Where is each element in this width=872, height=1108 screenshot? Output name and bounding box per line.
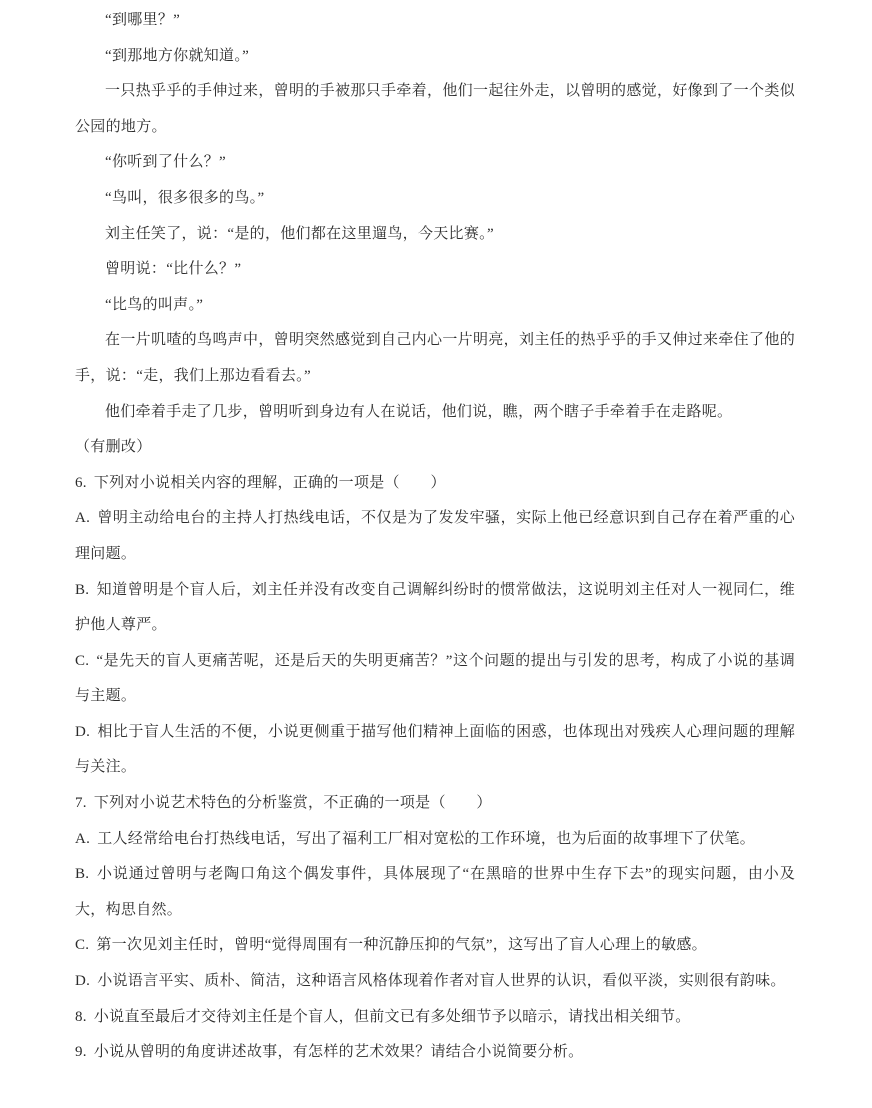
question-9-stem <box>75 1035 795 1071</box>
question-7-stem <box>75 786 795 822</box>
question-6-option-b <box>75 573 795 644</box>
option-b-label: B. <box>75 581 90 598</box>
question-7-option-d <box>75 964 795 1000</box>
story-excerpt <box>75 3 795 466</box>
option-b-text: 小说通过曾明与老陶口角这个偶发事件，具体展现了“在黑暗的世界中生存下去”的现实问题，由小及大，构思自然。 <box>75 866 795 918</box>
question-9-number: 9. <box>75 1044 87 1061</box>
question-6-stem <box>75 466 795 502</box>
question-6-number: 6. <box>75 474 87 491</box>
question-7-option-a <box>75 822 795 858</box>
option-d-label: D. <box>75 723 91 740</box>
question-7-option-c <box>75 928 795 964</box>
option-a-text: 曾明主动给电台的主持人打热线电话，不仅是为了发发牢骚，实际上他已经意识到自己存在着严重的心理问题。 <box>75 510 795 562</box>
question-6-option-c <box>75 644 795 715</box>
option-c-text: 第一次见刘主任时，曾明“觉得周围有一种沉静压抑的气氛”，这写出了盲人心理上的敏感。 <box>96 937 707 954</box>
option-a-text: 工人经常给电台打热线电话，写出了福利工厂相对宽松的工作环境，也为后面的故事埋下了伏笔。 <box>97 830 756 847</box>
option-c-label: C. <box>75 937 90 954</box>
option-c-label: C. <box>75 652 90 669</box>
option-a-label: A. <box>75 510 91 527</box>
story-paragraph-8: “比鸟的叫声。” <box>105 296 204 313</box>
option-b-label: B. <box>75 866 90 883</box>
option-b-text: 知道曾明是个盲人后，刘主任并没有改变自己调解纠纷时的惯常做法，这说明刘主任对人一视同仁，维护他人尊严。 <box>75 581 795 634</box>
story-paragraph-2: “到那地方你就知道。” <box>105 47 250 64</box>
question-6-option-a <box>75 501 795 572</box>
question-7-option-b <box>75 857 795 928</box>
story-paragraph-9: 在一片叽喳的鸟鸣声中，曾明突然感觉到自己内心一片明亮，刘主任的热乎乎的手又伸过来牵住了他的手，说：“走，我们上那边看看去。” <box>75 332 795 384</box>
question-8-stem-text: 小说直至最后才交待刘主任是个盲人，但前文已有多处细节予以暗示，请找出相关细节。 <box>93 1008 691 1025</box>
question-8 <box>75 1000 795 1036</box>
option-a-label: A. <box>75 830 91 847</box>
question-7-stem-text: 下列对小说艺术特色的分析鉴赏，不正确的一项是（ ） <box>93 795 492 812</box>
story-paragraph-1: “到哪里？” <box>105 12 181 28</box>
option-d-text: 相比于盲人生活的不便，小说更侧重于描写他们精神上面临的困惑，也体现出对残疾人心理问题的理解与关注。 <box>75 723 795 776</box>
option-d-label: D. <box>75 973 91 990</box>
question-8-number: 8. <box>75 1008 87 1025</box>
story-paragraph-3: 一只热乎乎的手伸过来，曾明的手被那只手牵着，他们一起往外走，以曾明的感觉，好像到了一个类似公园的地方。 <box>75 83 795 135</box>
question-9 <box>75 1035 795 1071</box>
story-paragraph-7: 曾明说：“比什么？” <box>105 261 242 278</box>
option-c-text: “是先天的盲人更痛苦呢，还是后天的失明更痛苦？”这个问题的提出与引发的思考，构成了小说的基调与主题。 <box>75 652 795 705</box>
question-8-stem <box>75 1000 795 1036</box>
story-paragraph-5: “鸟叫，很多很多的鸟。” <box>105 189 265 206</box>
question-6-option-d <box>75 715 795 786</box>
attribution-note: （有删改） <box>75 439 152 456</box>
question-9-stem-text: 小说从曾明的角度讲述故事，有怎样的艺术效果？请结合小说简要分析。 <box>93 1044 584 1061</box>
question-6-stem-text: 下列对小说相关内容的理解，正确的一项是（ ） <box>93 474 446 491</box>
option-d-text: 小说语言平实、质朴、简洁，这种语言风格体现着作者对盲人世界的认识，看似平淡，实则很有韵味。 <box>97 973 786 990</box>
story-paragraph-10: 他们牵着手走了几步，曾明听到身边有人在说话，他们说，瞧，两个瞎子手牵着手在走路呢。 <box>105 403 733 420</box>
question-7-number: 7. <box>75 795 87 812</box>
story-paragraph-4: “你听到了什么？” <box>105 154 227 171</box>
story-paragraph-6: 刘主任笑了，说：“是的，他们都在这里遛鸟，今天比赛。” <box>105 225 494 242</box>
question-7 <box>75 786 795 1000</box>
question-6 <box>75 466 795 786</box>
